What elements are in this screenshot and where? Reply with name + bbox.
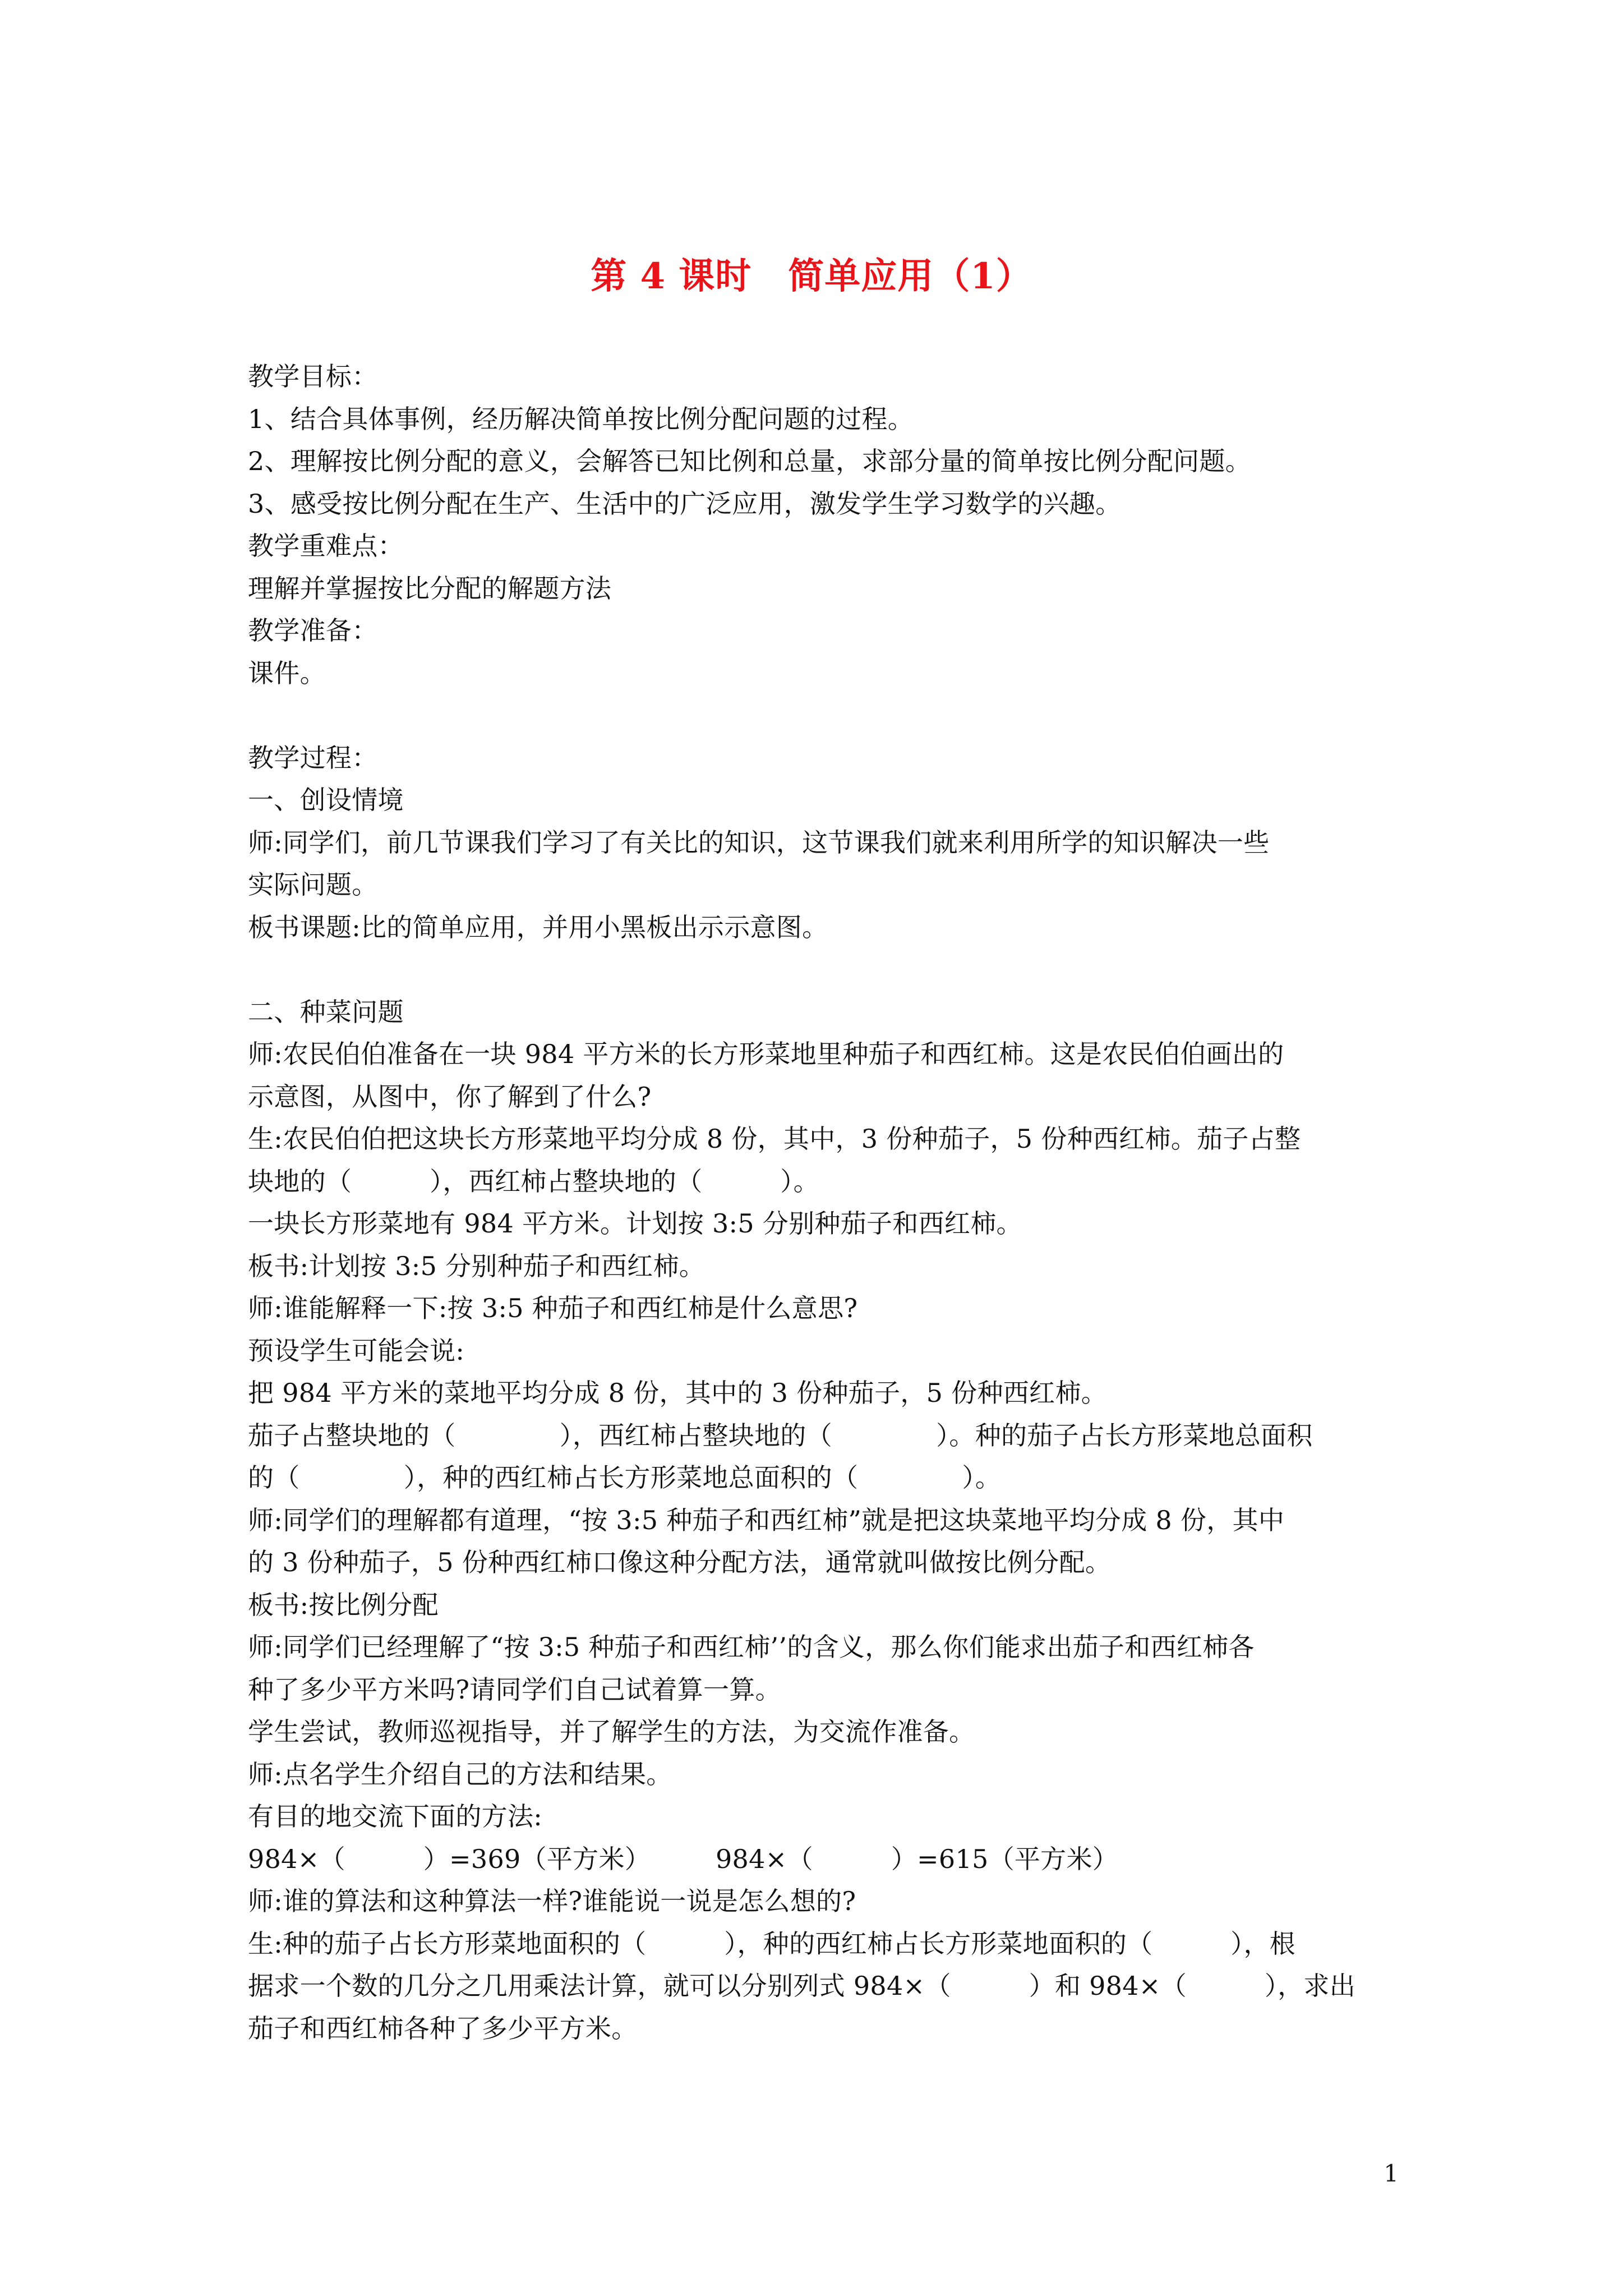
- section-heading: 二、种菜问题: [248, 996, 404, 1027]
- text-line: 课件。: [248, 657, 326, 688]
- blank-line: [248, 694, 1409, 737]
- document-body: [248, 356, 1409, 2050]
- text-line: 的（ ），种的西红柿占长方形菜地总面积的（ ）。: [248, 1462, 1001, 1493]
- text-line: 实际问题。: [248, 869, 378, 900]
- text-line: 有目的地交流下面的方法:: [248, 1801, 543, 1832]
- text-line: 一块长方形菜地有 984 平方米。计划按 3:5 分别种茄子和西红柿。: [248, 1208, 1022, 1239]
- text-line: 示意图，从图中，你了解到了什么?: [248, 1081, 652, 1112]
- text-line: 预设学生可能会说:: [248, 1335, 465, 1366]
- text-line: 教学过程：: [248, 742, 378, 773]
- text-line: 师:同学们的理解都有道理，“按 3:5 种茄子和西红柿”就是把这块菜地平均分成 8 份，其中: [248, 1504, 1285, 1535]
- page-title: 第 4 课时 简单应用（1）: [591, 255, 1032, 297]
- page-number: 1: [1384, 2160, 1399, 2187]
- text-line: 板书课题:比的简单应用，并用小黑板出示示意图。: [248, 912, 828, 942]
- text-line: 学生尝试，教师巡视指导，并了解学生的方法，为交流作准备。: [248, 1717, 975, 1747]
- text-line: 茄子占整块地的（ ），西红柿占整块地的（ ）。种的茄子占长方形菜地总面积: [248, 1420, 1313, 1451]
- text-line: 师:同学们，前几节课我们学习了有关比的知识，这节课我们就来利用所学的知识解决一些: [248, 827, 1270, 858]
- text-line: 师:谁的算法和这种算法一样?谁能说一说是怎么想的?: [248, 1886, 856, 1916]
- text-line: 2、理解按比例分配的意义，会解答已知比例和总量，求部分量的简单按比例分配问题。: [248, 446, 1251, 476]
- text-line: 师:点名学生介绍自己的方法和结果。: [248, 1759, 672, 1789]
- text-line: 生:种的茄子占长方形菜地面积的（ ），种的西红柿占长方形菜地面积的（ ），根: [248, 1928, 1296, 1959]
- text-line: 据求一个数的几分之几用乘法计算，就可以分别列式 984×（ ）和 984×（ ），求出: [248, 1971, 1356, 2001]
- text-line: 师:农民伯伯准备在一块 984 平方米的长方形菜地里种茄子和西红柿。这是农民伯伯画出的: [248, 1039, 1284, 1069]
- text-line: 理解并掌握按比分配的解题方法: [248, 573, 612, 604]
- formula-line: 984×（ ）=369（平方米） 984×（ ）=615（平方米）: [248, 1843, 1119, 1874]
- text-line: 3、感受按比例分配在生产、生活中的广泛应用，激发学生学习数学的兴趣。: [248, 488, 1122, 519]
- text-line: 把 984 平方米的菜地平均分成 8 份，其中的 3 份种茄子，5 份种西红柿。: [248, 1378, 1107, 1408]
- text-line: 师:谁能解释一下:按 3:5 种茄子和西红柿是什么意思?: [248, 1293, 858, 1323]
- blank-line: [248, 949, 1409, 991]
- text-line: 1、结合具体事例，经历解决简单按比例分配问题的过程。: [248, 403, 914, 434]
- text-line: 生:农民伯伯把这块长方形菜地平均分成 8 份，其中，3 份种茄子，5 份种西红柿。茄子占整: [248, 1124, 1301, 1154]
- text-line: 教学目标：: [248, 361, 378, 392]
- section-heading: 一、创设情境: [248, 785, 404, 815]
- text-line: 块地的（ ），西红柿占整块地的（ ）。: [248, 1166, 819, 1197]
- text-line: 茄子和西红柿各种了多少平方米。: [248, 2013, 638, 2044]
- text-line: 教学重难点：: [248, 531, 404, 561]
- text-line: 师:同学们已经理解了“按 3:5 种茄子和西红柿’’的含义，那么你们能求出茄子和西红柿各: [248, 1632, 1255, 1662]
- text-line: 板书:计划按 3:5 分别种茄子和西红柿。: [248, 1250, 706, 1281]
- text-line: 板书:按比例分配: [248, 1589, 439, 1620]
- text-line: 种了多少平方米吗?请同学们自己试着算一算。: [248, 1674, 781, 1705]
- text-line: 教学准备：: [248, 615, 378, 646]
- text-line: 的 3 份种茄子，5 份种西红柿口像这种分配方法，通常就叫做按比例分配。: [248, 1547, 1112, 1577]
